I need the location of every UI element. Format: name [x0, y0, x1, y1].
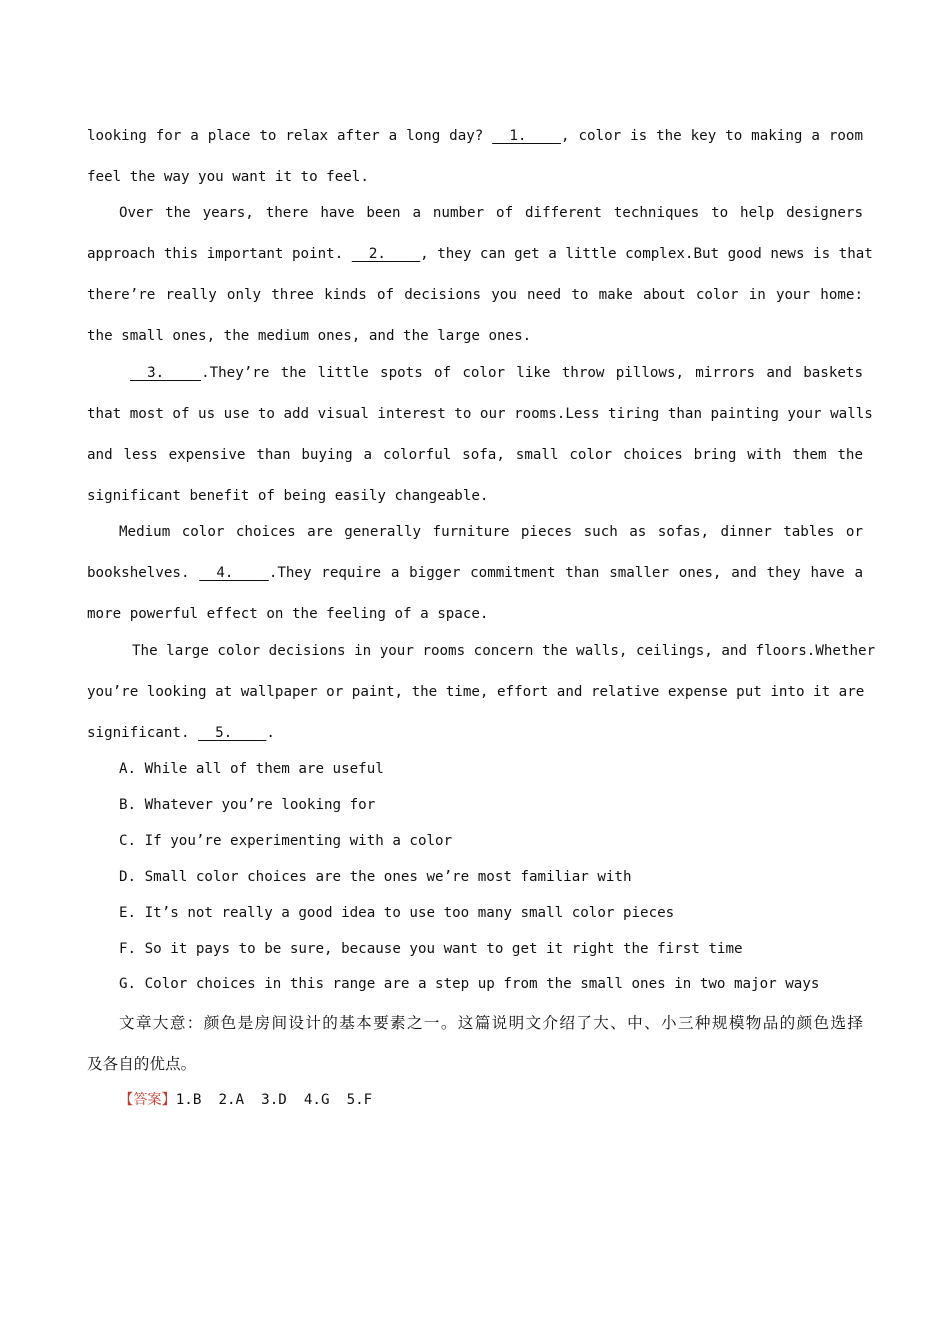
- option-e: E. It’s not really a good idea to use too many small color pieces: [119, 905, 675, 921]
- blank-1: __1.___: [492, 128, 561, 144]
- answer-text: 1.B 2.A 3.D 4.G 5.F: [175, 1092, 373, 1108]
- option-c: C. If you’re experimenting with a color: [119, 833, 453, 849]
- paragraph-3-line-1: [130, 365, 863, 381]
- paragraph-5-line-1: The large color decisions in your rooms concern the walls, ceilings, and floors.Whether: [132, 643, 876, 659]
- paragraph-2-line-2: [87, 246, 873, 262]
- text: , color is the key to making a room: [560, 128, 863, 144]
- text: bookshelves.: [87, 565, 200, 581]
- paragraph-3-line-3: and less expensive than buying a colorful sofa, small color choices bring with them the: [87, 447, 863, 463]
- paragraph-1-line-2: feel the way you want it to feel.: [87, 169, 369, 185]
- summary-line-1: 文章大意：颜色是房间设计的基本要素之一。这篇说明文介绍了大、中、小三种规模物品的颜色选择: [119, 1014, 863, 1032]
- text: looking for a place to relax after a long day?: [87, 128, 493, 144]
- paragraph-3-line-4: significant benefit of being easily changeable.: [87, 488, 489, 504]
- option-f: F. So it pays to be sure, because you want to get it right the first time: [119, 941, 743, 957]
- text: .They’re the little spots of color like throw pillows, mirrors and baskets: [201, 365, 864, 381]
- blank-4: __4.___: [199, 565, 269, 581]
- answer-tag: 【答案】: [119, 1092, 176, 1108]
- paragraph-2-line-1: Over the years, there have been a number of different techniques to help designers: [119, 205, 863, 221]
- option-g: G. Color choices in this range are a step up from the small ones in two major ways: [119, 976, 820, 992]
- summary-line-2: 及各自的优点。: [87, 1055, 197, 1073]
- paragraph-4-line-3: more powerful effect on the feeling of a space.: [87, 606, 489, 622]
- option-d: D. Small color choices are the ones we’re most familiar with: [119, 869, 632, 885]
- option-a: A. While all of them are useful: [119, 761, 384, 777]
- blank-3: __3.___: [130, 365, 202, 381]
- text: approach this important point.: [87, 246, 352, 262]
- text: , they can get a little complex.But good news is that: [420, 246, 873, 262]
- paragraph-5-line-3: [87, 725, 863, 741]
- blank-2: __2.___: [351, 246, 421, 262]
- text: .They require a bigger commitment than smaller ones, and they have a: [268, 565, 863, 581]
- paragraph-4-line-1: Medium color choices are generally furniture pieces such as sofas, dinner tables or: [119, 524, 863, 540]
- paragraph-2-line-3: there’re really only three kinds of decisions you need to make about color in your home:: [87, 287, 863, 303]
- paragraph-5-line-2: you’re looking at wallpaper or paint, the time, effort and relative expense put into it are: [87, 684, 865, 700]
- paragraph-1-line-1: [87, 128, 863, 144]
- blank-5: __5.___: [198, 725, 267, 741]
- answer-line: [119, 1089, 895, 1109]
- option-b: B. Whatever you’re looking for: [119, 797, 376, 813]
- paragraph-3-line-2: that most of us use to add visual interest to our rooms.Less tiring than painting your walls: [87, 406, 873, 422]
- text: significant.: [87, 725, 199, 741]
- text: .: [266, 725, 275, 741]
- paragraph-2-line-4: the small ones, the medium ones, and the large ones.: [87, 328, 532, 344]
- paragraph-4-line-2: [87, 565, 863, 581]
